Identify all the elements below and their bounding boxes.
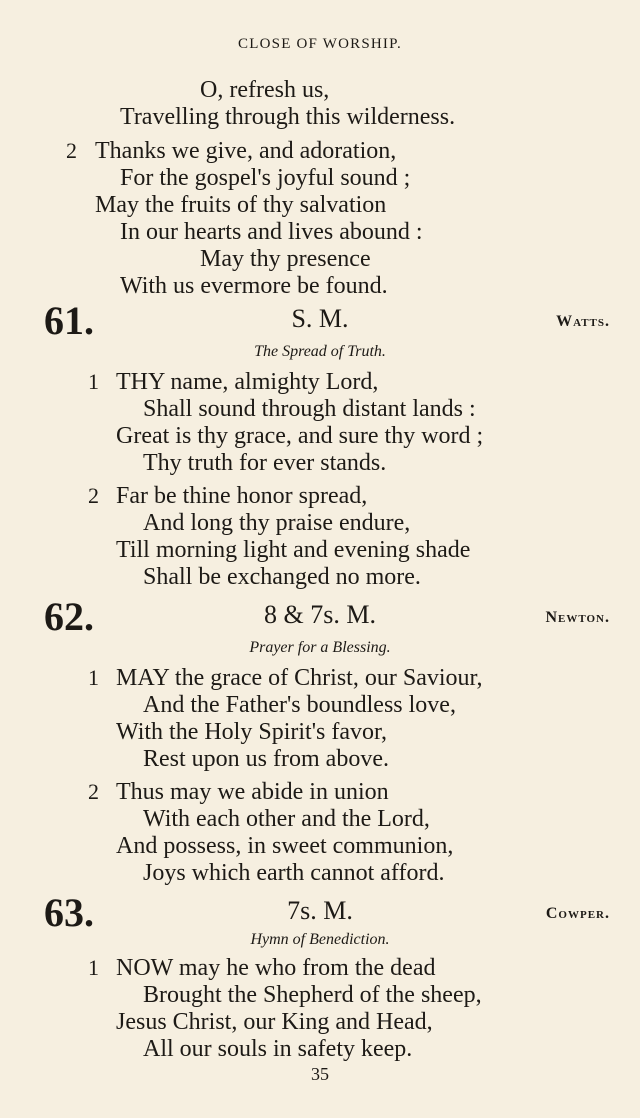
verse-line: Joys which earth cannot afford. bbox=[143, 860, 445, 886]
hymn-title: Prayer for a Blessing. bbox=[249, 639, 391, 656]
verse-line: Thanks we give, and adoration, bbox=[95, 138, 397, 164]
verse-line: With each other and the Lord, bbox=[143, 806, 430, 832]
verse-line: Shall be exchanged no more. bbox=[143, 564, 421, 590]
verse-line: Rest upon us from above. bbox=[143, 746, 389, 772]
hymn-meter: 8 & 7s. M. bbox=[264, 600, 376, 629]
verse-line: O, refresh us, bbox=[200, 77, 330, 103]
hymn-number: 63. bbox=[44, 890, 94, 935]
verse-line: Far be thine honor spread, bbox=[116, 483, 368, 509]
verse-line: Shall sound through distant lands : bbox=[143, 396, 476, 422]
verse-line: And the Father's boundless love, bbox=[143, 692, 456, 718]
hymn-meter: 7s. M. bbox=[287, 896, 353, 925]
verse-line: May the fruits of thy salvation bbox=[95, 192, 387, 218]
verse-line: And possess, in sweet communion, bbox=[116, 833, 454, 859]
hymn-title: Hymn of Benediction. bbox=[250, 931, 390, 948]
verse-line: Thy truth for ever stands. bbox=[143, 450, 387, 476]
verse-line: THY name, almighty Lord, bbox=[116, 369, 379, 395]
verse-line: Travelling through this wilderness. bbox=[120, 104, 456, 130]
hymn-number: 61. bbox=[44, 298, 94, 343]
hymn-number: 62. bbox=[44, 594, 94, 639]
verse-line: May thy presence bbox=[200, 246, 371, 272]
verse-number: 1 bbox=[88, 665, 99, 690]
verse-line: With us evermore be found. bbox=[120, 273, 388, 299]
verse-number: 1 bbox=[88, 369, 99, 394]
page-number: 35 bbox=[311, 1064, 329, 1084]
tune-name: Watts. bbox=[556, 313, 610, 330]
verse-line: Great is thy grace, and sure thy word ; bbox=[116, 423, 484, 449]
verse-number: 1 bbox=[88, 955, 99, 980]
tune-name: Cowper. bbox=[545, 905, 610, 922]
verse-line: All our souls in safety keep. bbox=[143, 1036, 413, 1062]
verse-number: 2 bbox=[66, 138, 77, 163]
tune-name: Newton. bbox=[545, 609, 610, 626]
verse-line: And long thy praise endure, bbox=[143, 510, 411, 536]
verse-number: 2 bbox=[88, 483, 99, 508]
verse-line: Thus may we abide in union bbox=[116, 779, 389, 805]
verse-line: Till morning light and evening shade bbox=[116, 537, 471, 563]
verse-line: MAY the grace of Christ, our Saviour, bbox=[116, 665, 483, 691]
hymn-title: The Spread of Truth. bbox=[254, 343, 386, 360]
verse-line: Jesus Christ, our King and Head, bbox=[116, 1009, 433, 1035]
verse-number: 2 bbox=[88, 779, 99, 804]
running-head: CLOSE OF WORSHIP. bbox=[238, 36, 402, 52]
verse-line: With the Holy Spirit's favor, bbox=[116, 719, 388, 745]
verse-line: Brought the Shepherd of the sheep, bbox=[143, 982, 482, 1008]
verse-line: NOW may he who from the dead bbox=[116, 955, 436, 981]
hymn-meter: S. M. bbox=[291, 304, 349, 333]
verse-line: For the gospel's joyful sound ; bbox=[120, 165, 411, 191]
verse-line: In our hearts and lives abound : bbox=[120, 219, 423, 245]
